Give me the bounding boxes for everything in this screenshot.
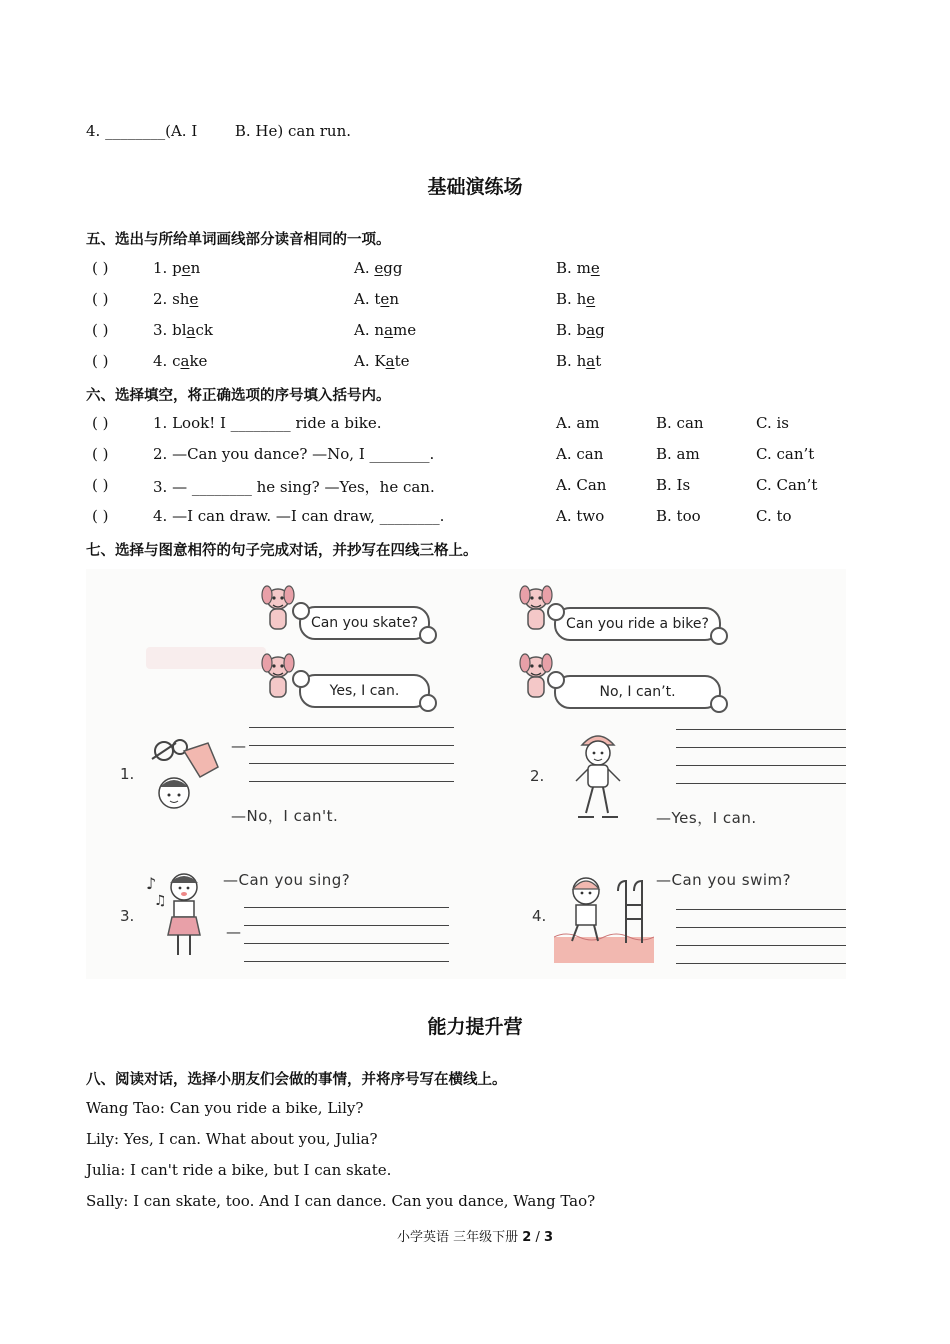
- answer-bracket[interactable]: ( ): [92, 476, 109, 494]
- option-c[interactable]: C. to: [756, 507, 792, 525]
- option-a[interactable]: [354, 259, 403, 277]
- underlined-letters: a: [586, 352, 596, 370]
- word-part: n: [190, 259, 201, 277]
- option-b[interactable]: [556, 259, 600, 277]
- option-a: (A. I: [165, 122, 198, 140]
- footer-total: 3: [543, 1230, 554, 1245]
- word-part: p: [172, 259, 182, 277]
- swimming-kid-icon: [554, 871, 654, 963]
- word-part: te: [394, 352, 410, 370]
- word-part: ke: [189, 352, 208, 370]
- picture-number-4: 4.: [532, 907, 547, 925]
- underlined-letters: e: [380, 290, 390, 308]
- option-label: A.: [354, 352, 370, 370]
- question-text: 4. —I can draw. —I can draw, ________.: [153, 507, 445, 525]
- option-b[interactable]: B. can: [656, 414, 704, 432]
- svg-text:♫: ♫: [154, 893, 167, 909]
- picture3-question: —Can you sing?: [223, 871, 351, 889]
- word-item: [153, 352, 207, 370]
- answer-bracket[interactable]: ( ): [92, 290, 109, 308]
- option-a[interactable]: A. two: [556, 507, 605, 525]
- option-a[interactable]: [354, 352, 409, 370]
- option-a[interactable]: [354, 321, 416, 339]
- picture3-dash: —: [226, 923, 242, 941]
- fallen-bike-kid-icon: [136, 737, 222, 819]
- option-label: B.: [556, 259, 572, 277]
- option-b[interactable]: [556, 321, 605, 339]
- exercise-illustration: [86, 569, 846, 979]
- option-b[interactable]: [556, 290, 595, 308]
- word-part: ck: [195, 321, 213, 339]
- fill-blank-question-4: [86, 122, 351, 140]
- underlined-letters: e: [586, 290, 596, 308]
- writing-lines[interactable]: [249, 727, 454, 783]
- option-b: B. He): [234, 122, 284, 140]
- word-part: h: [576, 290, 587, 308]
- underlined-letters: a: [586, 321, 596, 339]
- svg-text:♪: ♪: [146, 874, 157, 893]
- underlined-letters: e: [181, 259, 191, 277]
- footer-page: 2: [522, 1230, 532, 1245]
- dog-icon: [261, 583, 295, 633]
- answer-bracket[interactable]: ( ): [92, 414, 109, 432]
- question-tail: can run.: [287, 122, 352, 140]
- underlined-letters: a: [186, 321, 196, 339]
- underlined-letters: a: [384, 321, 394, 339]
- footer-subject: 小学英语: [396, 1230, 449, 1245]
- option-bubble-yes-i-can: Yes, I can.: [299, 674, 430, 708]
- word-part: sh: [172, 290, 190, 308]
- writing-lines[interactable]: [676, 909, 846, 965]
- word-part: gg: [383, 259, 403, 277]
- word-part: g: [595, 321, 605, 339]
- writing-lines[interactable]: [244, 907, 449, 963]
- writing-lines[interactable]: [676, 729, 846, 785]
- question-number: 4.: [86, 122, 101, 140]
- item-number: 1.: [153, 259, 168, 277]
- section-heading-basic: 基础演练场: [427, 176, 523, 198]
- dialogue-line: Wang Tao: Can you ride a bike, Lily?: [86, 1099, 364, 1117]
- option-label: B.: [556, 290, 572, 308]
- picture4-question: —Can you swim?: [656, 871, 792, 889]
- question-text: 1. Look! I ________ ride a bike.: [153, 414, 382, 432]
- option-label: A.: [354, 290, 370, 308]
- option-label: A.: [354, 321, 370, 339]
- part6-title: 六、选择填空，将正确选项的序号填入括号内。: [86, 388, 391, 404]
- option-a[interactable]: A. am: [556, 414, 600, 432]
- answer-bracket[interactable]: ( ): [92, 507, 109, 525]
- footer-sep: /: [535, 1230, 540, 1245]
- option-a[interactable]: [354, 290, 399, 308]
- dialogue-line: Julia: I can't ride a bike, but I can skate.: [86, 1161, 392, 1179]
- underlined-letters: e: [374, 259, 384, 277]
- option-c[interactable]: C. can’t: [756, 445, 815, 463]
- word-part: h: [576, 352, 587, 370]
- option-label: B.: [556, 352, 572, 370]
- word-part: c: [172, 352, 181, 370]
- option-label: A.: [354, 259, 370, 277]
- picture1-answer: —No，I can't.: [231, 807, 339, 825]
- option-a[interactable]: A. can: [556, 445, 604, 463]
- word-part: m: [576, 259, 591, 277]
- option-label: B.: [556, 321, 572, 339]
- skating-kid-icon: [568, 729, 628, 825]
- part8-title: 八、阅读对话，选择小朋友们会做的事情，并将序号写在横线上。: [86, 1072, 507, 1088]
- option-b[interactable]: [556, 352, 601, 370]
- item-number: 4.: [153, 352, 168, 370]
- picture-number-3: 3.: [120, 907, 135, 925]
- picture2-answer: —Yes，I can.: [656, 809, 757, 827]
- word-part: bl: [172, 321, 187, 339]
- footer-grade: 三年级下册: [453, 1230, 519, 1245]
- print-smudge: [146, 647, 266, 669]
- dog-icon: [261, 651, 295, 701]
- word-part: b: [576, 321, 587, 339]
- answer-bracket[interactable]: ( ): [92, 352, 109, 370]
- option-bubble-can-you-skate: Can you skate?: [299, 606, 430, 640]
- option-b[interactable]: B. am: [656, 445, 700, 463]
- item-number: 2.: [153, 290, 168, 308]
- option-a[interactable]: A. Can: [556, 476, 607, 494]
- word-part: t: [374, 290, 381, 308]
- word-item: [153, 259, 200, 277]
- picture-number-1: 1.: [120, 765, 135, 783]
- word-item: [153, 290, 198, 308]
- underlined-letters: e: [189, 290, 199, 308]
- word-part: me: [393, 321, 417, 339]
- answer-bracket[interactable]: ( ): [92, 321, 109, 339]
- dialogue-line: Sally: I can skate, too. And I can dance. Can you dance, Wang Tao?: [86, 1192, 596, 1210]
- question-text: 2. —Can you dance? —No, I ________.: [153, 445, 435, 463]
- question-text: 3. — ________ he sing? —Yes，he can.: [153, 478, 435, 496]
- page-footer: [0, 1226, 950, 1245]
- picture1-dash: —: [231, 737, 247, 755]
- option-b[interactable]: B. Is: [656, 476, 691, 494]
- dialogue-line: Lily: Yes, I can. What about you, Julia?: [86, 1130, 378, 1148]
- part7-title: 七、选择与图意相符的句子完成对话，并抄写在四线三格上。: [86, 543, 478, 559]
- item-number: 3.: [153, 321, 168, 339]
- underlined-letters: a: [180, 352, 190, 370]
- option-c[interactable]: C. is: [756, 414, 789, 432]
- underlined-letters: a: [385, 352, 395, 370]
- option-b[interactable]: B. too: [656, 507, 701, 525]
- answer-blank[interactable]: ________: [105, 122, 166, 140]
- word-part: n: [389, 290, 399, 308]
- option-c[interactable]: C. Can’t: [756, 476, 818, 494]
- option-bubble-no-i-cant: No, I can’t.: [554, 675, 721, 709]
- part5-title: 五、选出与所给单词画线部分读音相同的一项。: [86, 232, 391, 248]
- picture-number-2: 2.: [530, 767, 545, 785]
- answer-bracket[interactable]: ( ): [92, 259, 109, 277]
- option-bubble-can-you-ride-a-bike: Can you ride a bike?: [554, 607, 721, 641]
- underlined-letters: e: [590, 259, 600, 277]
- word-part: K: [374, 352, 386, 370]
- word-part: t: [595, 352, 602, 370]
- answer-bracket[interactable]: ( ): [92, 445, 109, 463]
- singing-kid-icon: [144, 865, 214, 961]
- word-part: n: [374, 321, 385, 339]
- section-heading-advanced: 能力提升营: [427, 1016, 523, 1038]
- word-item: [153, 321, 213, 339]
